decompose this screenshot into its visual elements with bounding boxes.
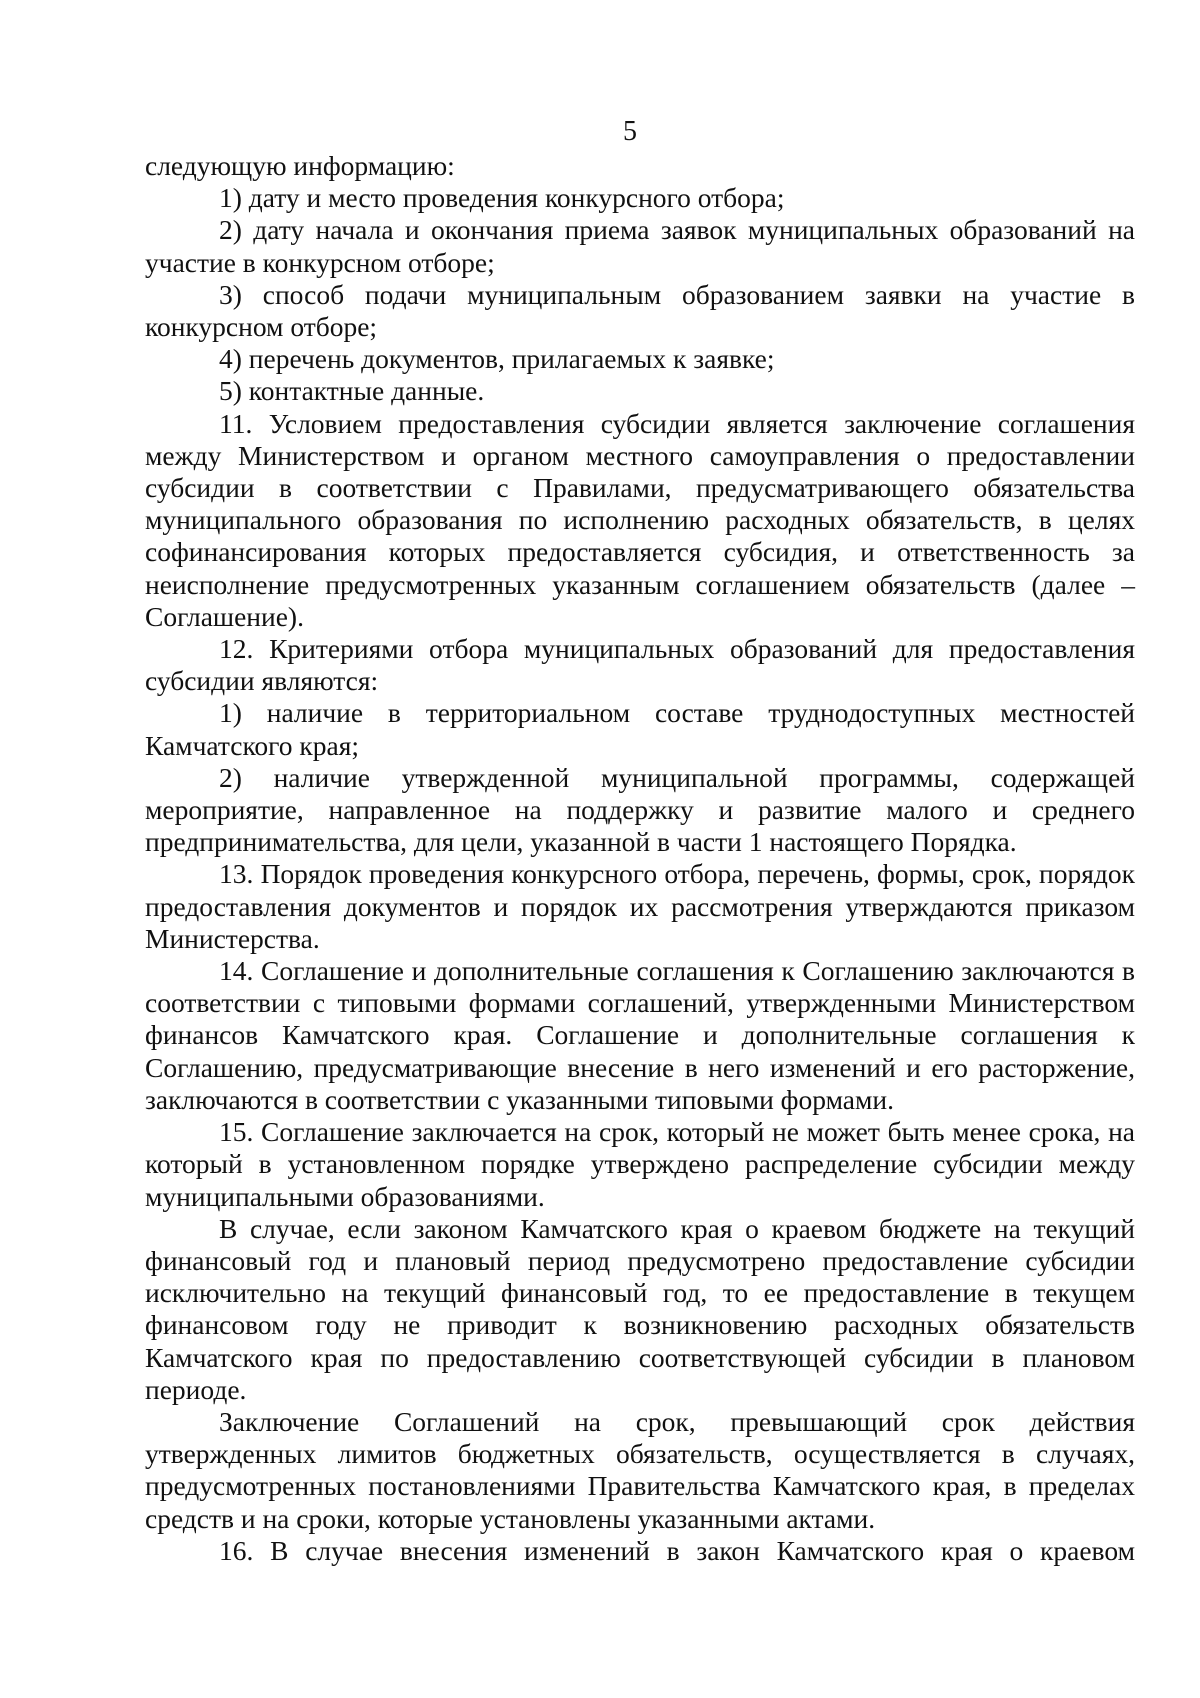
paragraph-15-agreements: Заключение Соглашений на срок, превышающий срок действия утвержденных лимитов бюджетных обязательств, осуществляется в случаях, предусмотренных постановлениями Правительства Камчатского края, в пределах средств и на сроки, которые установлены указанными актами. <box>145 1405 1135 1534</box>
list-item-5: 5) контактные данные. <box>219 375 485 407</box>
document-body <box>145 150 1135 1567</box>
paragraph-intro: следующую информацию: <box>145 150 455 181</box>
paragraph-15-case: В случае, если законом Камчатского края о краевом бюджете на текущий финансовый год и плановый период предусмотрено предоставление субсидии исключительно на текущий финансовый год, то ее предоставление в текущем финансовом году не приводит к возникновению расходных обязательств Камчатского края по предоставлению соответствующей субсидии в плановом периоде. <box>145 1212 1135 1405</box>
list-item-4: 4) перечень документов, прилагаемых к заявке; <box>219 343 775 375</box>
criterion-1: 1) наличие в территориальном составе труднодоступных местностей Камчатского края; <box>145 697 1135 761</box>
list-item-3: 3) способ подачи муниципальным образованием заявки на участие в конкурсном отборе; <box>145 278 1135 343</box>
list-item-1: 1) дату и место проведения конкурсного отбора; <box>219 182 785 214</box>
list-item-2: 2) дату начала и окончания приема заявок муниципальных образований на участие в конкурсном отборе; <box>145 214 1135 278</box>
page-number: 5 <box>623 116 637 147</box>
paragraph-14: 14. Соглашение и дополнительные соглашения к Соглашению заключаются в соответствии с типовыми формами соглашений, утвержденными Министерством финансов Камчатского края. Соглашение и дополнительные соглашения к Соглашению, предусматривающие внесение в него изменений и его расторжение, заключаются в соответствии с указанными типовыми формами. <box>145 955 1135 1115</box>
paragraph-15: 15. Соглашение заключается на срок, который не может быть менее срока, на который в установленном порядке утверждено распределение субсидии между муниципальными образованиями. <box>145 1116 1135 1212</box>
paragraph-11: 11. Условием предоставления субсидии является заключение соглашения между Министерством и органом местного самоуправления о предоставлении субсидии в соответствии с Правилами, предусматривающего обязательства муниципального образования по исполнению расходных обязательств, в целях софинансирования которых предоставляется субсидия, и ответственность за неисполнение предусмотренных указанным соглашением обязательств (далее – Соглашение). <box>145 407 1135 632</box>
paragraph-16: 16. В случае внесения изменений в закон Камчатского края о краевом <box>219 1534 1135 1566</box>
paragraph-12: 12. Критериями отбора муниципальных образований для предоставления субсидии являются: <box>145 633 1135 697</box>
criterion-2: 2) наличие утвержденной муниципальной программы, содержащей мероприятие, направленное на поддержку и развитие малого и среднего предпринимательства, для цели, указанной в части 1 настоящего Порядка. <box>145 761 1135 858</box>
paragraph-13: 13. Порядок проведения конкурсного отбора, перечень, формы, срок, порядок предоставления документов и порядок их рассмотрения утверждаются приказом Министерства. <box>145 858 1135 954</box>
